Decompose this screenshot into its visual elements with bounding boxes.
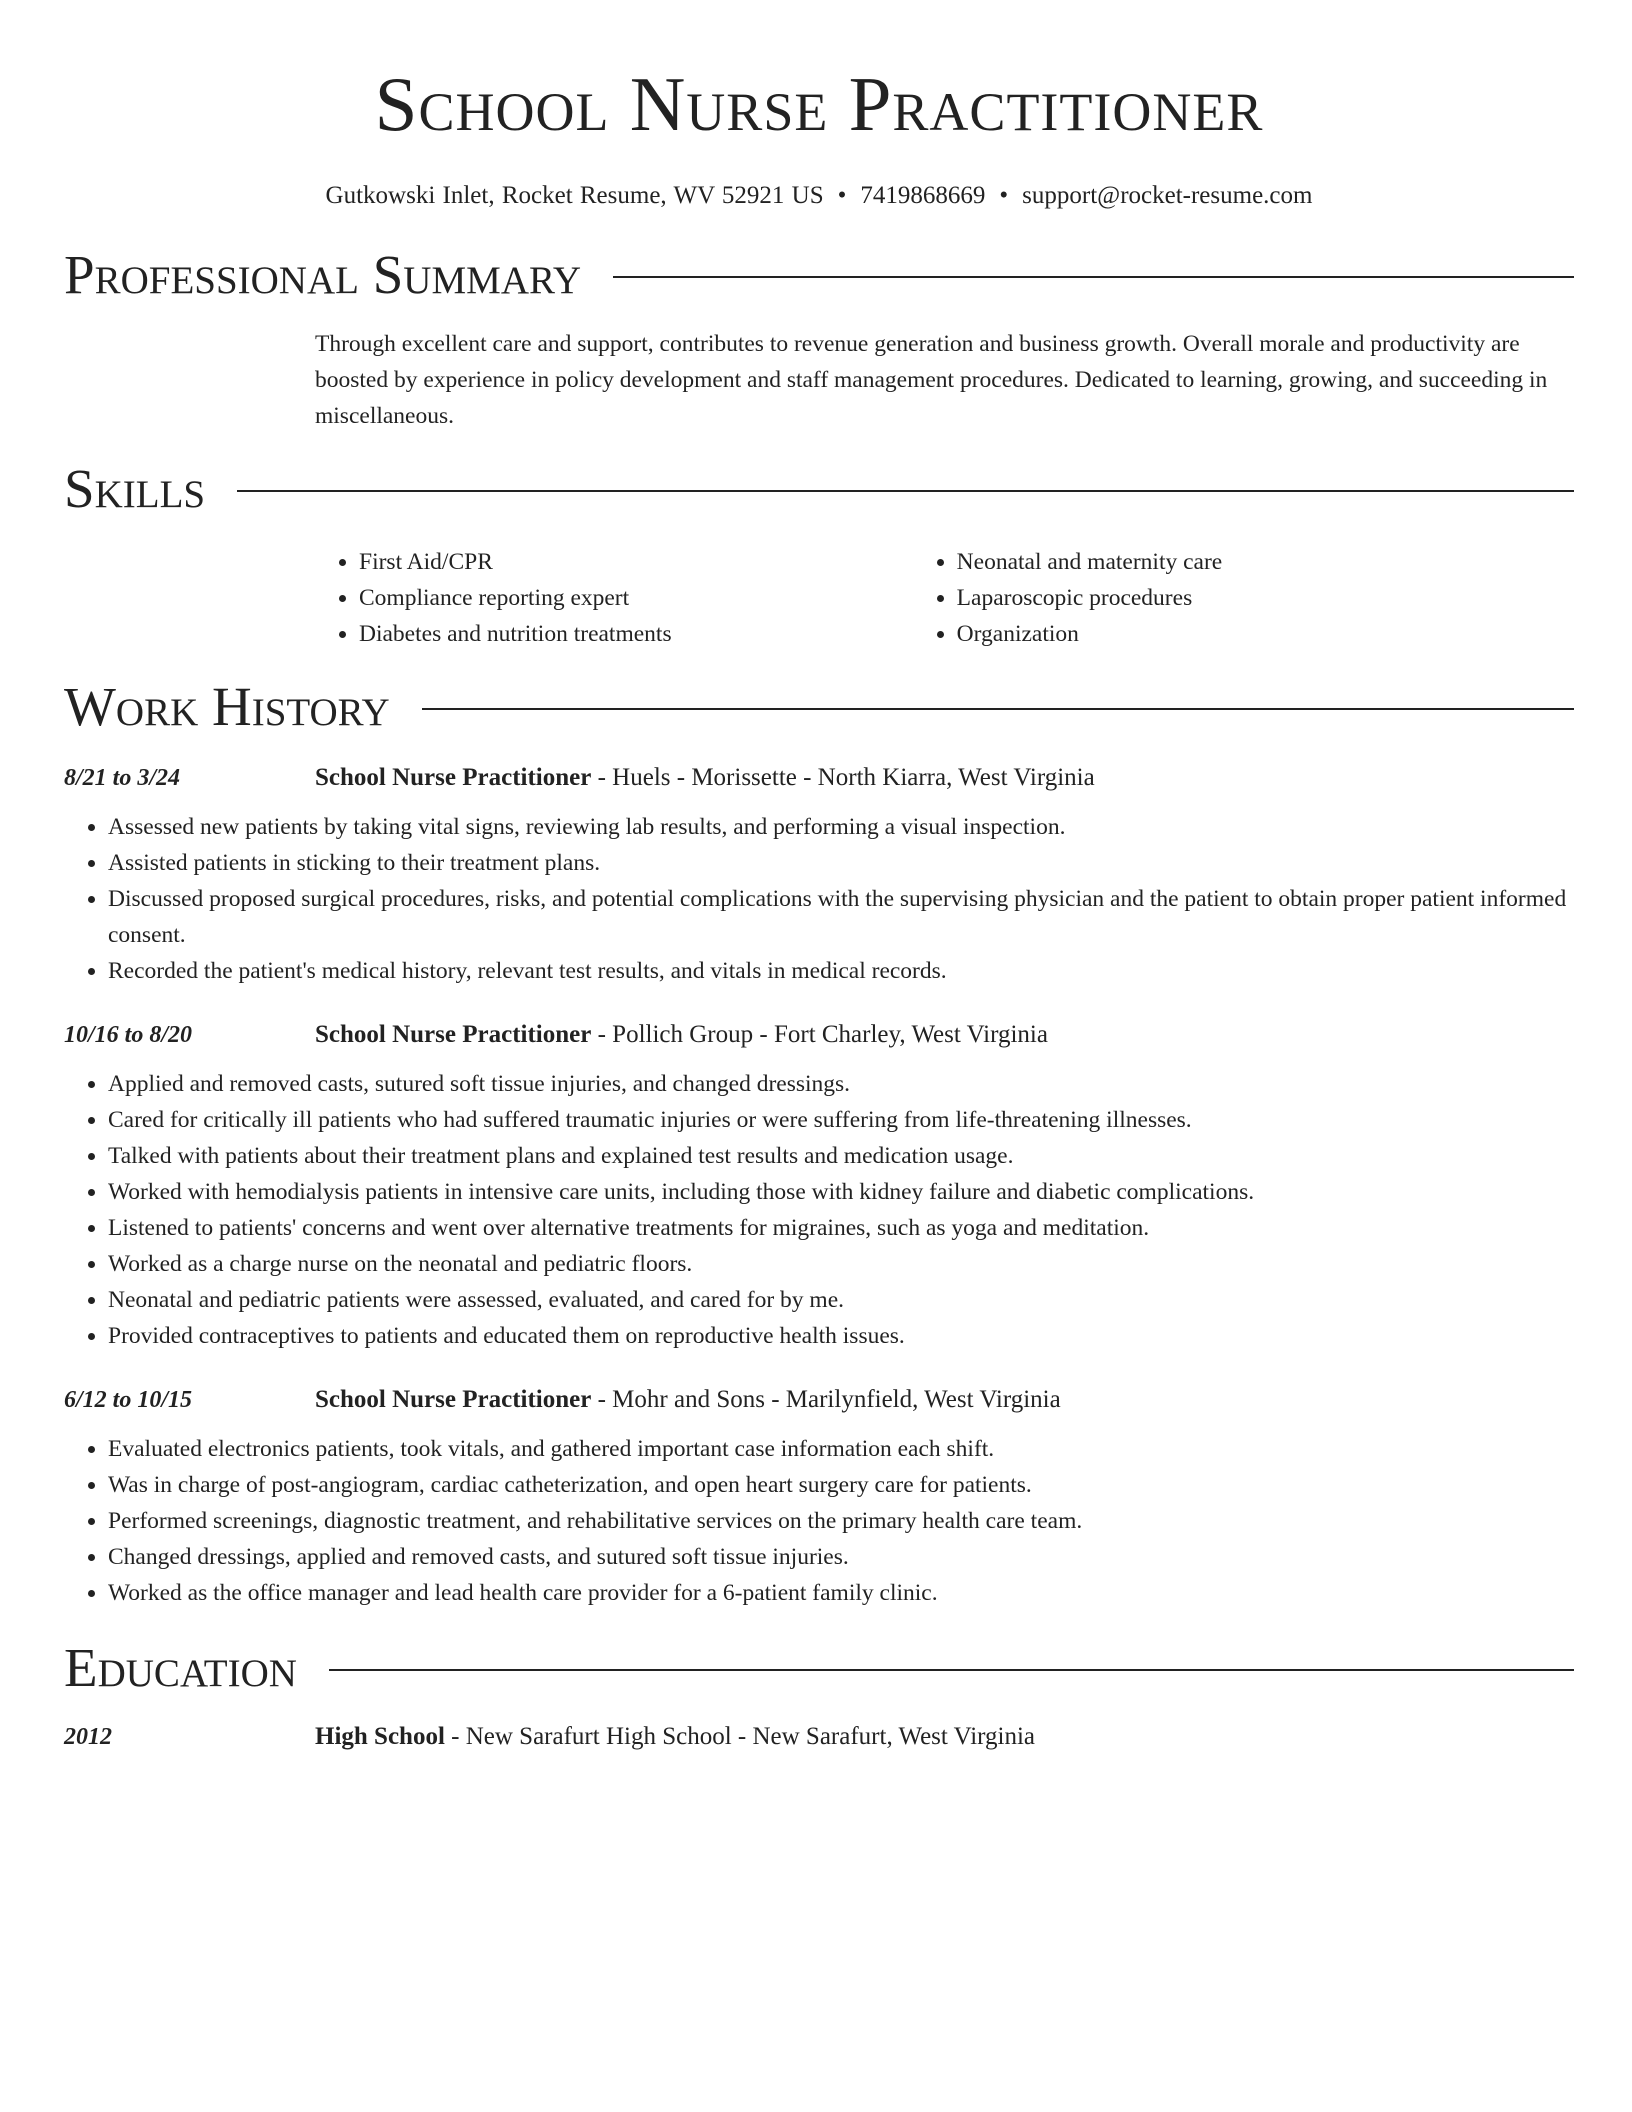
job-header [64,1386,1574,1414]
contact-address: Gutkowski Inlet, Rocket Resume, WV 52921 US [325,182,824,209]
job-bullet: • Provided contraceptives to patients and educated them on reproductive health issues. [108,1318,1574,1354]
job-header [64,764,1574,792]
job-bullet: • Evaluated electronics patients, took vitals, and gathered important case information each shift. [108,1431,1574,1467]
skill-item: • First Aid/CPR [359,544,913,580]
skill-item: • Compliance reporting expert [359,580,913,616]
resume-page [64,0,1574,1751]
work-section-header [64,672,1574,742]
skills-column-left [315,544,913,652]
job-bullet: • Neonatal and pediatric patients were assessed, evaluated, and cared for by me. [108,1282,1574,1318]
contact-phone: 7419868669 [860,182,986,209]
job-bullet: • Worked as the office manager and lead health care provider for a 6-patient family clinic. [108,1575,1574,1611]
section-divider [329,1669,1574,1671]
skills-heading: Skills [64,458,206,519]
job-title: School Nurse Practitioner [315,1386,592,1413]
job-bullet: • Was in charge of post-angiogram, cardiac catheterization, and open heart surgery care for patients. [108,1467,1574,1503]
education-header [64,1723,1574,1751]
contact-email: support@rocket-resume.com [1022,182,1313,209]
resume-name: School Nurse Practitioner [374,61,1264,147]
job-bullet: • Changed dressings, applied and removed casts, and sutured soft tissue injuries. [108,1539,1574,1575]
job-bullet: • Discussed proposed surgical procedures, risks, and potential complications with the supervising physician and the patient to obtain proper patient informed consent. [108,881,1574,953]
job-bullet: • Worked with hemodialysis patients in intensive care units, including those with kidney failure and diabetic complications. [108,1174,1574,1210]
job-date: 8/21 to 3/24 [64,765,181,791]
summary-heading: Professional Summary [64,244,582,305]
section-divider [613,276,1574,278]
job-entry [64,1386,1574,1611]
section-divider [422,708,1574,710]
skill-item: • Neonatal and maternity care [957,544,1574,580]
summary-section-header [64,240,1574,310]
job-title: School Nurse Practitioner [315,764,592,791]
education-degree: High School [315,1723,445,1750]
job-bullet: • Listened to patients' concerns and went over alternative treatments for migraines, such as yoga and meditation. [108,1210,1574,1246]
contact-line [64,180,1574,212]
job-bullet: • Performed screenings, diagnostic treatment, and rehabilitative services on the primary health care team. [108,1503,1574,1539]
job-bullets [64,1431,1574,1611]
job-title-line [315,1386,1061,1414]
job-bullet: • Recorded the patient's medical history, relevant test results, and vitals in medical records. [108,953,1574,989]
job-entry [64,764,1574,989]
job-bullet: • Assisted patients in sticking to their treatment plans. [108,845,1574,881]
education-entry [64,1723,1574,1751]
job-date: 10/16 to 8/20 [64,1022,193,1048]
job-bullet: • Cared for critically ill patients who had suffered traumatic injuries or were suffering from life-threatening illnesses. [108,1102,1574,1138]
job-bullets [64,1066,1574,1354]
education-date: 2012 [64,1724,112,1750]
job-details: - Pollich Group - Fort Charley, West Virginia [591,1021,1048,1048]
job-title-line [315,764,1095,792]
skills-column-right [913,544,1574,652]
job-title-line [315,1021,1048,1049]
job-bullet: • Talked with patients about their treatment plans and explained test results and medication usage. [108,1138,1574,1174]
skill-item: • Diabetes and nutrition treatments [359,616,913,652]
job-bullet: • Worked as a charge nurse on the neonatal and pediatric floors. [108,1246,1574,1282]
education-section-header [64,1633,1574,1703]
skills-list [315,544,1574,652]
education-heading: Education [64,1637,297,1698]
skill-item: • Laparoscopic procedures [957,580,1574,616]
section-divider [237,490,1574,492]
job-entry [64,1021,1574,1354]
education-details: - New Sarafurt High School - New Sarafurt, West Virginia [444,1723,1036,1750]
job-header [64,1021,1574,1049]
job-details: - Mohr and Sons - Marilynfield, West Virginia [591,1386,1061,1413]
job-date: 6/12 to 10/15 [64,1387,193,1413]
work-heading: Work History [64,676,390,737]
job-title: School Nurse Practitioner [315,1021,592,1048]
education-title-line [315,1723,1035,1751]
contact-separator: • [999,182,1009,209]
skills-section-header [64,454,1574,524]
job-bullets [64,809,1574,989]
skill-item: • Organization [957,616,1574,652]
summary-text: Through excellent care and support, contributes to revenue generation and business growth. Overall morale and productivity are boosted by experience in policy development and staff management procedures. Dedicated to learning, growing, and succeeding in miscellaneous. [315,331,1548,429]
job-bullet: • Applied and removed casts, sutured soft tissue injuries, and changed dressings. [108,1066,1574,1102]
job-details: - Huels - Morissette - North Kiarra, West Virginia [591,764,1095,791]
contact-separator: • [837,182,847,209]
job-bullet: • Assessed new patients by taking vital signs, reviewing lab results, and performing a visual inspection. [108,809,1574,845]
